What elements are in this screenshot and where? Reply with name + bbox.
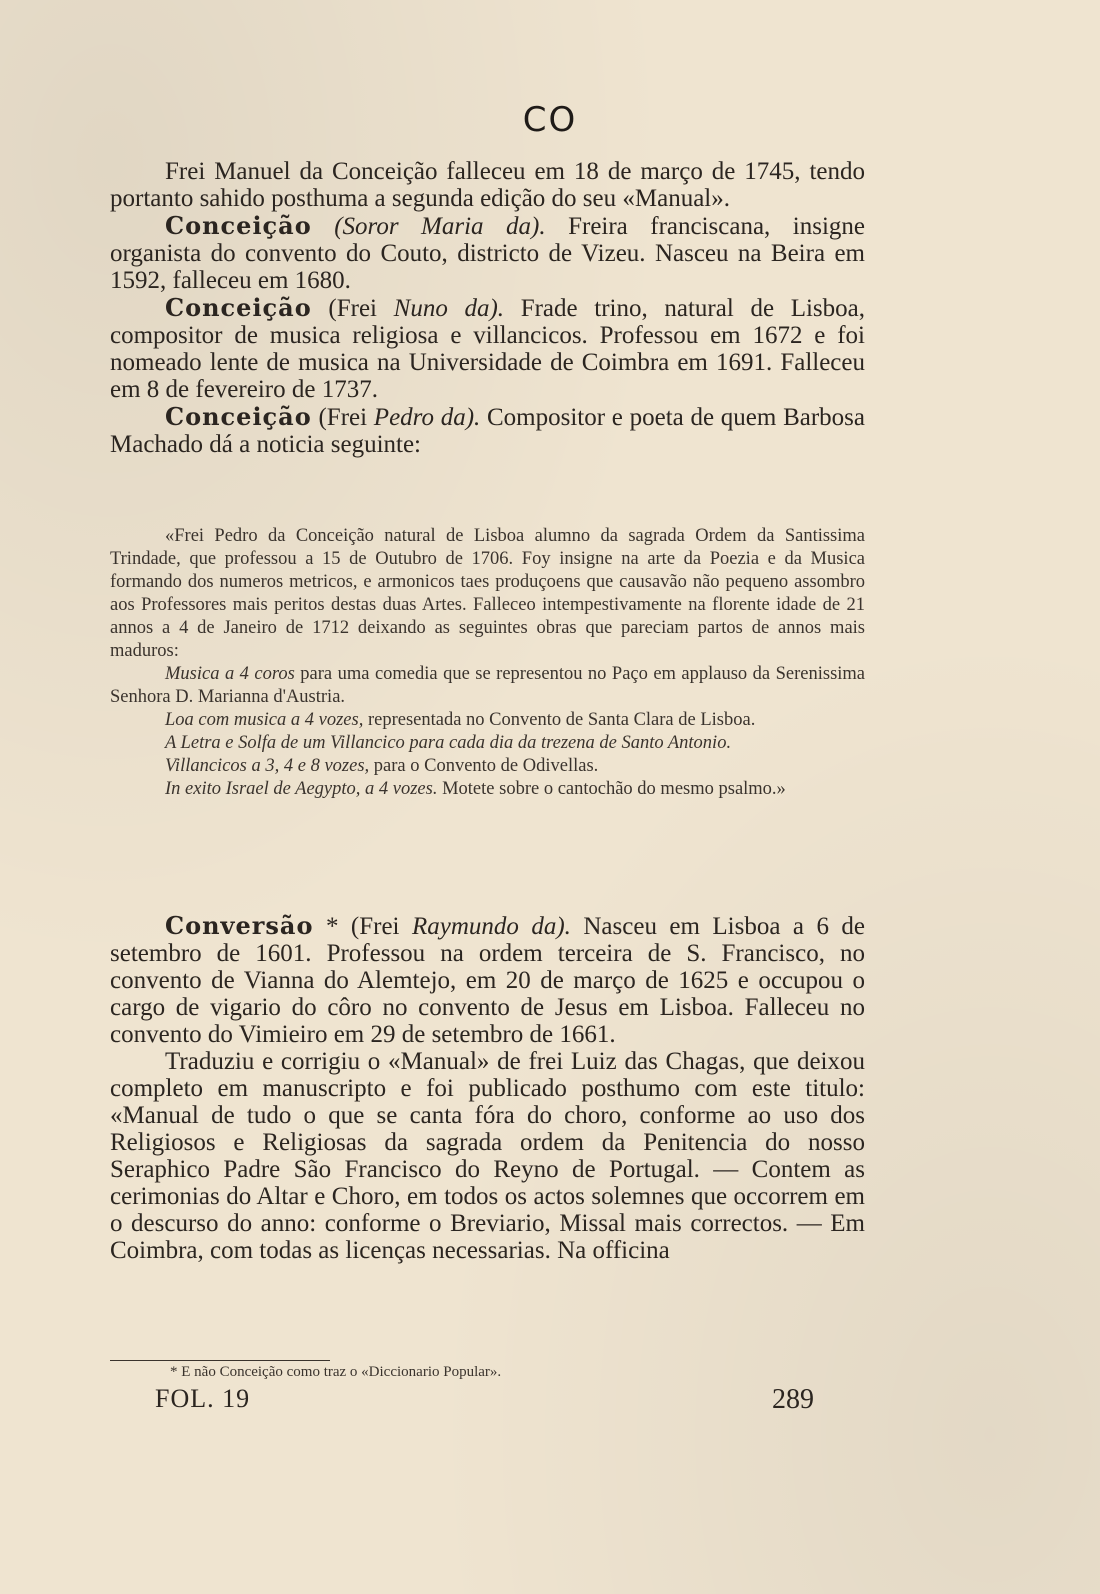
work-item: Villancicos a 3, 4 e 8 vozes, para o Convento de Odivellas.	[165, 756, 599, 776]
footnote-rule	[110, 1360, 330, 1361]
folio-signature: FOL. 19	[155, 1384, 251, 1413]
block-quote	[110, 525, 865, 801]
work-item: Loa com musica a 4 vozes, representada no Convento de Santa Clara de Lisboa.	[165, 710, 756, 730]
work-item: A Letra e Solfa de um Villancico para cada dia da trezena de Santo Antonio.	[165, 733, 732, 753]
quote-paragraph: «Frei Pedro da Conceição natural de Lisboa alumno da sagrada Ordem da Santissima Trindade, que professou a 15 de Outubro de 1706. Foy insigne na arte da Poezia e da Musica formando dos numeros metricos, e armonicos taes produçoens que causavão não pequeno assombro aos Professores mais peritos destas duas Artes. Falleceo intempestivamente na florente idade de 21 annos a 4 de Janeiro de 1712 deixando as seguintes obras que pareciam partos de annos mais maduros:	[110, 526, 865, 661]
intro-paragraph: Frei Manuel da Conceição falleceu em 18 de março de 1745, tendo portanto sahido posthuma a segunda edição do seu «Manual».	[110, 158, 865, 212]
headword: Conceição	[165, 293, 312, 322]
entry-soror-maria	[110, 212, 865, 294]
entry-name: Pedro da).	[373, 404, 481, 431]
page-number: 289	[772, 1384, 814, 1415]
entry-text: Nasceu em Lisboa a 6 de setembro de 1601. Professou na ordem terceira de S. Francisco, no convento de Vianna do Alemtejo, em 20 de março de 1625 e occupou o cargo de vigario do côro no convento de Jesus em Lisboa. Falleceu no convento do Vimieiro em 29 de setembro de 1661.	[110, 913, 865, 1048]
running-header: CO	[522, 100, 578, 140]
entry-name: Nuno da).	[393, 295, 505, 322]
footnote-mark: *	[313, 913, 351, 940]
entry-conversao	[110, 912, 865, 1264]
conversao-paragraph: Conversão * (Frei Raymundo da). Nasceu em Lisboa a 6 de setembro de 1601. Professou na ordem terceira de S. Francisco, no convento de Vianna do Alemtejo, em 20 de março de 1625 e occupou o cargo de vigario do côro no convento de Jesus em Lisboa. Falleceu no convento do Vimieiro em 29 de setembro de 1661.	[110, 911, 865, 1048]
entry-name: (Soror Maria da).	[334, 213, 546, 240]
entry-text: Freira franciscana, insigne organista do convento do Couto, districto de Vizeu. Nasceu na Beira em 1592, falleceu em 1680.	[110, 213, 866, 294]
entry-frei-nuno: Conceição (Frei Nuno da). Frade trino, natural de Lisboa, compositor de musica religiosa e villancicos. Professou em 1672 e foi nomeado lente de musica na Universidade de Coimbra em 1691. Falleceu em 8 de fevereiro de 1737.	[110, 293, 865, 403]
entry-frei-pedro: Conceição (Frei Pedro da). Compositor e poeta de quem Barbosa Machado dá a noticia seguinte:	[110, 402, 865, 458]
entry-name: Raymundo da).	[411, 913, 571, 940]
entry-text: Frade trino, natural de Lisboa, compositor de musica religiosa e villancicos. Professou em 1672 e foi nomeado lente de musica na Universidade de Coimbra em 1691. Falleceu em 8 de fevereiro de 1737.	[110, 295, 865, 403]
work-item: Musica a 4 coros para uma comedia que se representou no Paço em applauso da Serenissima Senhora D. Marianna d'Austria.	[110, 664, 866, 707]
headword: Conceição	[165, 402, 312, 431]
entry-text: Compositor e poeta de quem Barbosa Machado dá a noticia seguinte:	[110, 404, 865, 458]
headword: Conversão	[165, 911, 314, 940]
footnote: * E não Conceição como traz o «Diccionario Popular».	[170, 1364, 502, 1380]
conversao-paragraph-2: Traduziu e corrigiu o «Manual» de frei Luiz das Chagas, que deixou completo em manuscripto e foi publicado posthumo com este titulo: «Manual de tudo o que se canta fóra do choro, conforme ao uso dos Religiosos e Religiosas da sagrada ordem da Penitencia do nosso Seraphico Padre São Francisco do Reyno de Portugal. — Contem as cerimonias do Altar e Choro, em todos os actos solemnes que occorrem em o descurso do anno: conforme o Breviario, Missal mais correctos. — Em Coimbra, com todas as licenças necessarias. Na officina	[110, 1048, 865, 1264]
work-item: In exito Israel de Aegypto, a 4 vozes. Motete sobre o cantochão do mesmo psalmo.»	[165, 779, 786, 799]
headword: Conceição	[165, 211, 312, 240]
entries-block	[110, 158, 865, 458]
